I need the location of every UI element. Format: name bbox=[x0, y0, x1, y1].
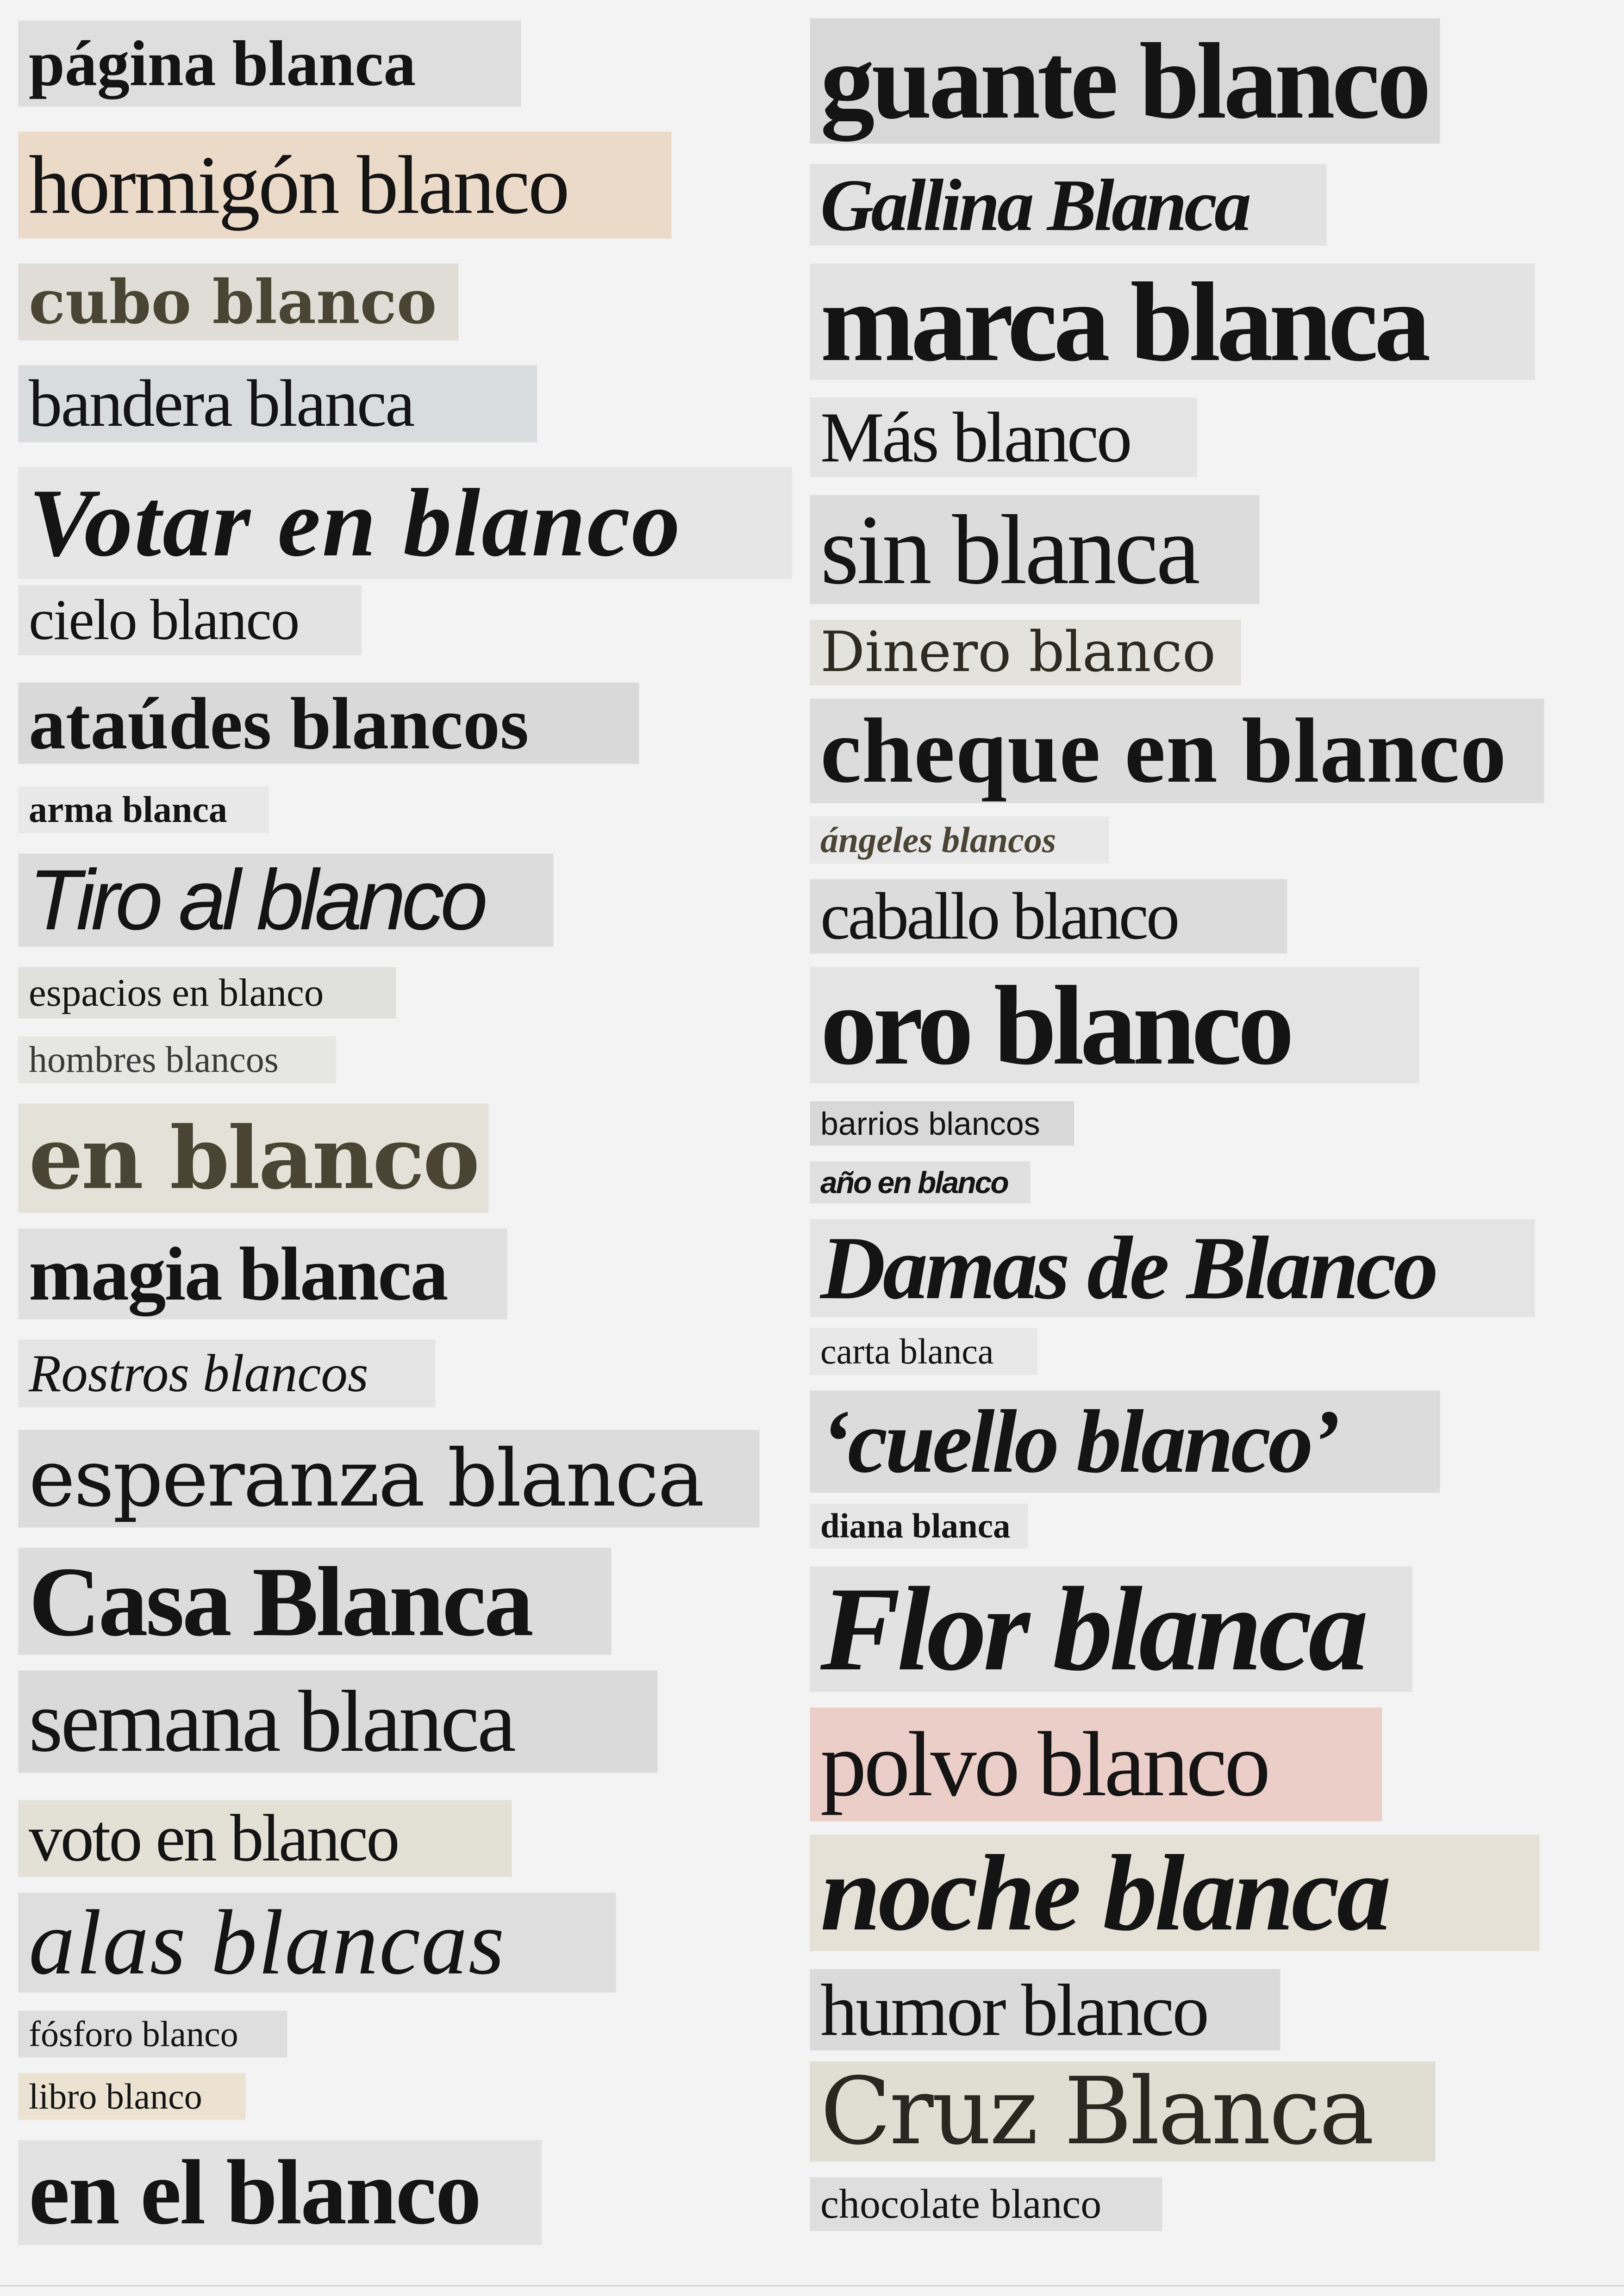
clipping-text: cielo blanco bbox=[29, 588, 299, 652]
clipping-pagina-blanca bbox=[19, 21, 521, 106]
clipping-text: noche blanca bbox=[820, 1835, 1389, 1951]
clipping-fosforo-blanco bbox=[19, 2011, 287, 2057]
clipping-text: guante blanco bbox=[820, 20, 1428, 141]
clipping-text: ángeles blancos bbox=[820, 820, 1056, 860]
clipping-text: diana blanca bbox=[820, 1507, 1011, 1545]
clipping-text: Casa Blanca bbox=[29, 1548, 531, 1655]
clipping-rostros-blancos bbox=[19, 1340, 435, 1407]
clipping-text: Votar en blanco bbox=[29, 469, 682, 577]
clipping-text: caballo blanco bbox=[820, 879, 1178, 953]
clipping-text: en el blanco bbox=[29, 2141, 481, 2244]
clipping-votar-en-blanco bbox=[19, 467, 792, 579]
clipping-text: Cruz Blanca bbox=[820, 2062, 1373, 2161]
clipping-text: ‘cuello blanco’ bbox=[820, 1391, 1338, 1492]
clipping-text: oro blanco bbox=[820, 967, 1290, 1083]
clipping-cielo-blanco bbox=[19, 585, 361, 655]
clipping-en-blanco bbox=[19, 1104, 488, 1213]
clipping-text: en blanco bbox=[29, 1108, 478, 1208]
clipping-ano-en-blanco bbox=[810, 1162, 1030, 1203]
clipping-text: cubo blanco bbox=[29, 266, 437, 337]
clipping-voto-en-blanco bbox=[19, 1800, 512, 1877]
clipping-text: espacios en blanco bbox=[29, 971, 324, 1014]
clipping-text: Rostros blancos bbox=[29, 1344, 369, 1403]
clipping-alas-blancas bbox=[19, 1893, 616, 1992]
clipping-text: hormigón blanco bbox=[29, 139, 568, 231]
clipping-text: esperanza blanca bbox=[29, 1433, 703, 1524]
clipping-text: marca blanca bbox=[820, 264, 1427, 380]
clipping-cuello-blanco bbox=[810, 1391, 1440, 1493]
clipping-dinero-blanco bbox=[810, 620, 1241, 685]
clipping-angeles-blancos bbox=[810, 817, 1109, 863]
clipping-text: alas blancas bbox=[29, 1893, 506, 1992]
clipping-hombres-blancos bbox=[19, 1037, 336, 1083]
clipping-sin-blanca bbox=[810, 495, 1259, 604]
clipping-libro-blanco bbox=[19, 2073, 245, 2120]
clipping-oro-blanco bbox=[810, 967, 1419, 1083]
clipping-text: Dinero blanco bbox=[820, 620, 1216, 684]
clipping-damas-de-blanco bbox=[810, 1220, 1535, 1317]
clipping-caballo-blanco bbox=[810, 879, 1287, 953]
clipping-text: bandera blanca bbox=[29, 367, 414, 441]
clipping-text: ataúdes blancos bbox=[29, 683, 529, 764]
clipping-hormigon-blanco bbox=[19, 132, 671, 238]
clipping-chocolate-blanco bbox=[810, 2178, 1162, 2231]
clipping-text: Damas de Blanco bbox=[820, 1220, 1436, 1317]
clipping-guante-blanco bbox=[810, 19, 1440, 143]
clipping-text: sin blanca bbox=[820, 495, 1198, 604]
clipping-gallina-blanca bbox=[810, 164, 1326, 245]
clipping-text: humor blanco bbox=[820, 1969, 1208, 2050]
clipping-espacios-en-blanco bbox=[19, 967, 396, 1018]
clipping-text: chocolate blanco bbox=[820, 2181, 1102, 2227]
clipping-text: carta blanca bbox=[820, 1331, 994, 1371]
clipping-text: polvo blanco bbox=[820, 1713, 1268, 1816]
clipping-magia-blanca bbox=[19, 1229, 507, 1319]
clipping-text: cheque en blanco bbox=[820, 699, 1507, 802]
clipping-marca-blanca bbox=[810, 264, 1535, 380]
clipping-tiro-al-blanco bbox=[19, 854, 553, 946]
clipping-barrios-blancos bbox=[810, 1101, 1074, 1145]
clipping-text: barrios blancos bbox=[820, 1105, 1040, 1142]
clipping-ataudes-blancos bbox=[19, 683, 639, 764]
clipping-text: hombres blancos bbox=[29, 1039, 279, 1080]
clipping-casa-blanca bbox=[19, 1548, 611, 1655]
clipping-cruz-blanca bbox=[810, 2062, 1435, 2161]
clipping-text: Tiro al blanco bbox=[29, 854, 484, 946]
clipping-text: Más blanco bbox=[820, 398, 1130, 477]
clipping-arma-blanca bbox=[19, 787, 269, 833]
clipping-text: voto en blanco bbox=[29, 1801, 398, 1875]
clipping-bandera-blanca bbox=[19, 366, 537, 442]
clipping-diana-blanca bbox=[810, 1504, 1028, 1548]
scan-edge-line bbox=[0, 2285, 1624, 2286]
clipping-noche-blanca bbox=[810, 1835, 1539, 1951]
clipping-text: Flor blanca bbox=[820, 1567, 1365, 1692]
clipping-text: Gallina Blanca bbox=[820, 164, 1249, 245]
clipping-cubo-blanco bbox=[19, 264, 458, 340]
clipping-text: magia blanca bbox=[29, 1232, 447, 1316]
clipping-semana-blanca bbox=[19, 1671, 657, 1773]
clipping-text: semana blanca bbox=[29, 1673, 514, 1770]
clipping-mas-blanco bbox=[810, 398, 1197, 477]
clipping-text: año en blanco bbox=[820, 1165, 1008, 1200]
clipping-humor-blanco bbox=[810, 1969, 1280, 2050]
clipping-esperanza-blanca bbox=[19, 1430, 759, 1527]
clipping-text: página blanca bbox=[29, 27, 416, 100]
clipping-text: libro blanco bbox=[29, 2076, 202, 2116]
clipping-text: fósforo blanco bbox=[29, 2014, 238, 2054]
clipping-en-el-blanco bbox=[19, 2140, 542, 2245]
clipping-polvo-blanco bbox=[810, 1708, 1382, 1821]
clipping-text: arma blanca bbox=[29, 790, 227, 830]
clipping-carta-blanca bbox=[810, 1328, 1037, 1375]
clipping-flor-blanca bbox=[810, 1567, 1412, 1692]
clipping-cheque-en-blanco bbox=[810, 699, 1544, 803]
